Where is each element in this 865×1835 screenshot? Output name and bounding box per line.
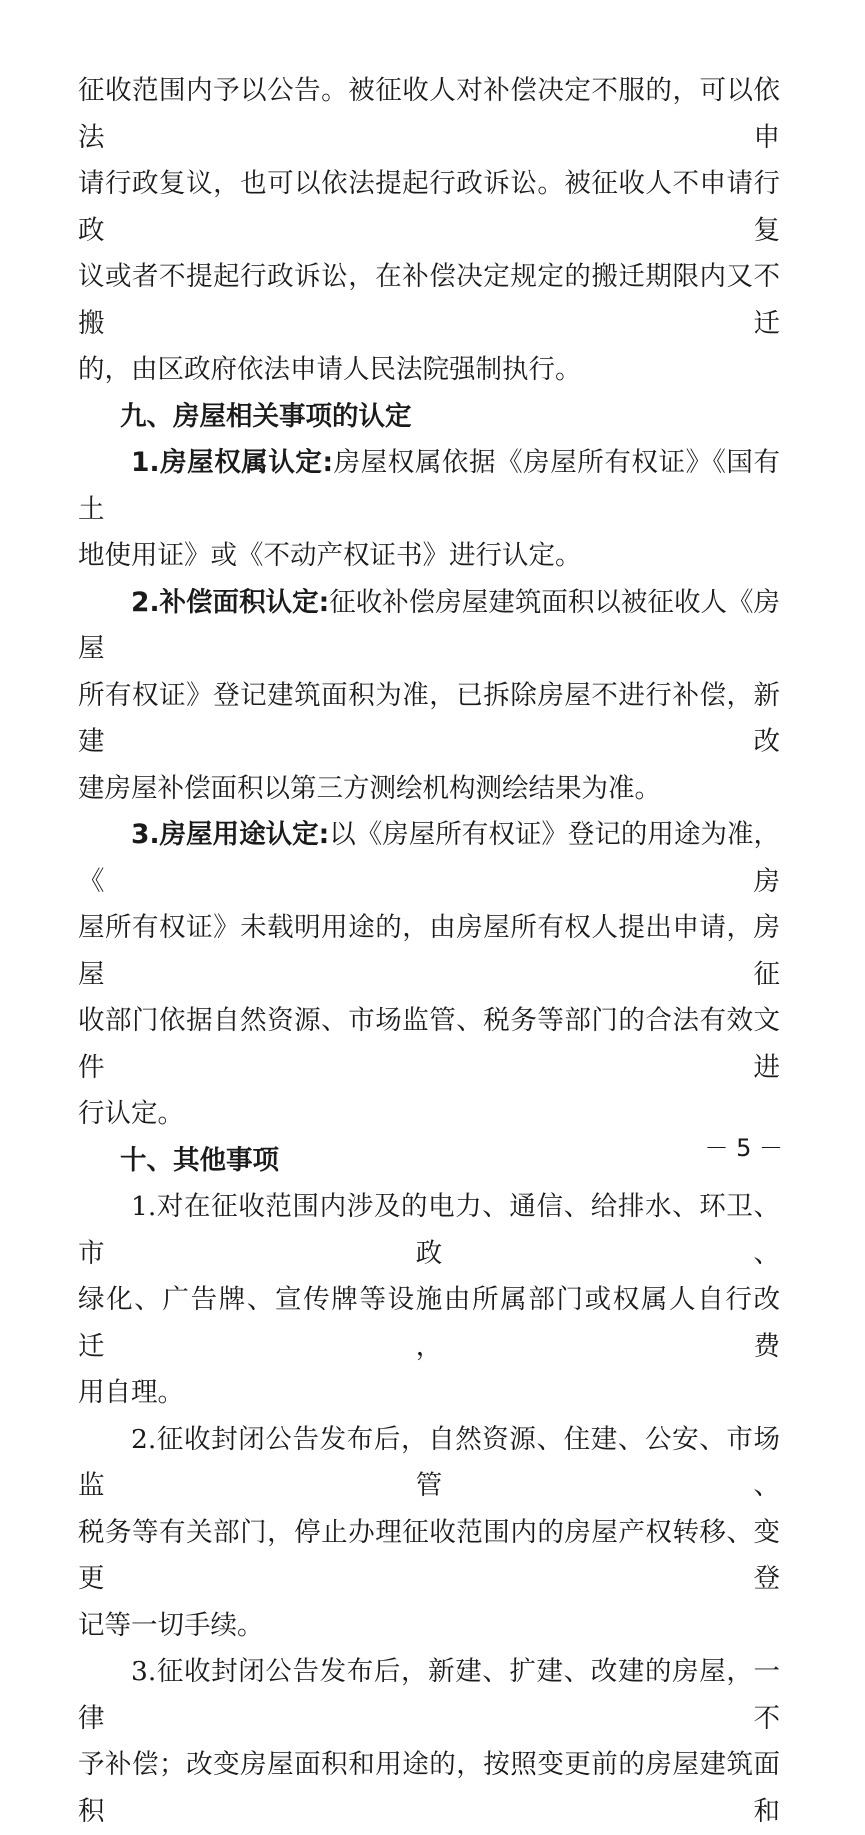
item-3-line <box>78 812 780 905</box>
item-text: 征收补偿房屋建筑面积以被征收人《房屋 <box>78 586 780 664</box>
item-1-line: 地使用证》或《不动产权证书》进行认定。 <box>78 540 582 571</box>
page-number: － 5 － <box>704 1134 783 1162</box>
body-line: 请行政复议，也可以依法提起行政诉讼。被征收人不申请行政复 <box>78 168 780 246</box>
item-text: 以《房屋所有权证》登记的用途为准，《房 <box>78 819 780 897</box>
item-2-line <box>78 580 780 673</box>
item-2-line: 建房屋补偿面积以第三方测绘机构测绘结果为准。 <box>78 772 661 804</box>
item-3-line: 收部门依据自然资源、市场监管、税务等部门的合法有效文件进 <box>78 1005 780 1083</box>
item-2-line: 所有权证》登记建筑面积为准，已拆除房屋不进行补偿，新建改 <box>78 679 780 757</box>
item-3-line: 屋所有权证》未载明用途的，由房屋所有权人提出申请，房屋征 <box>78 912 780 990</box>
item-1-line <box>78 440 780 533</box>
item-label: 1.房屋权属认定: <box>131 447 334 478</box>
item-label: 3.房屋用途认定: <box>131 819 330 850</box>
document-body <box>78 68 780 1835</box>
other-item-1-line: 1.对在征收范围内涉及的电力、通信、给排水、环卫、市政、 <box>78 1191 780 1269</box>
other-item-2-line: 记等一切手续。 <box>78 1609 264 1641</box>
other-item-1-line: 用自理。 <box>78 1377 184 1408</box>
other-item-3-line: 予补偿；改变房屋面积和用途的，按照变更前的房屋建筑面积和 <box>78 1749 780 1827</box>
item-3-line: 行认定。 <box>78 1098 184 1129</box>
body-line: 征收范围内予以公告。被征收人对补偿决定不服的，可以依法申 <box>78 75 780 153</box>
item-text: 房屋权属依据《房屋所有权证》《国有土 <box>78 447 781 525</box>
other-item-3-line: 3.征收封闭公告发布后，新建、扩建、改建的房屋，一律不 <box>78 1656 780 1734</box>
body-line: 的，由区政府依法申请人民法院强制执行。 <box>78 354 582 385</box>
section-heading-9: 九、房屋相关事项的认定 <box>120 400 412 432</box>
other-item-2-line: 2.征收封闭公告发布后，自然资源、住建、公安、市场监管、 <box>78 1423 780 1501</box>
item-label: 2.补偿面积认定: <box>131 586 330 618</box>
other-item-2-line: 税务等有关部门，停止办理征收范围内的房屋产权转移、变更登 <box>78 1516 780 1594</box>
body-line: 议或者不提起行政诉讼，在补偿决定规定的搬迁期限内又不搬迁 <box>78 261 780 339</box>
other-item-1-line: 绿化、广告牌、宣传牌等设施由所属部门或权属人自行改迁，费 <box>78 1284 780 1362</box>
section-heading-10: 十、其他事项 <box>120 1144 279 1176</box>
